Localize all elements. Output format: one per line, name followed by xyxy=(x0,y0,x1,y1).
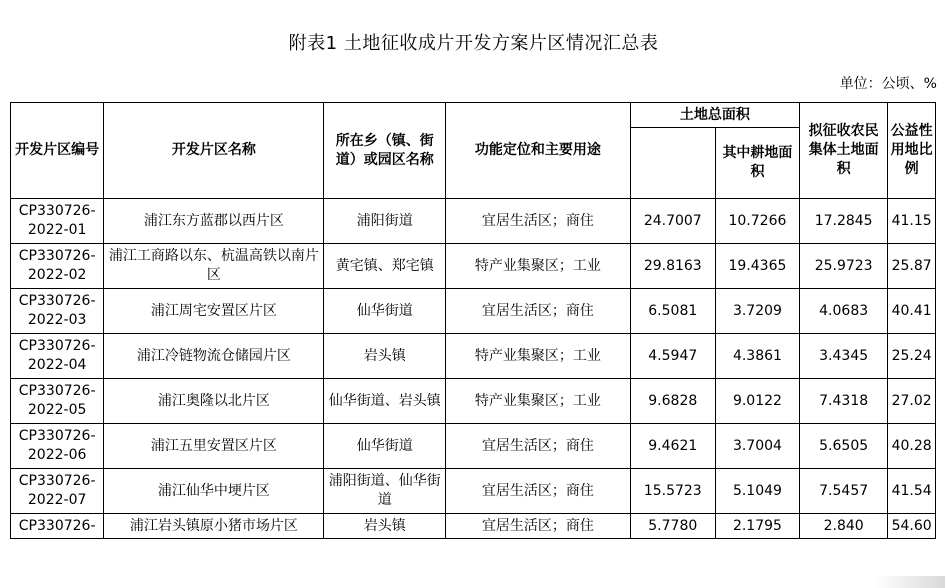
cell-code: CP330726-2022-05 xyxy=(11,379,104,424)
table-row xyxy=(11,514,936,539)
cell-ratio: 40.28 xyxy=(888,424,936,469)
cell-code: CP330726-2022-06 xyxy=(11,424,104,469)
cell-code: CP330726-2022-04 xyxy=(11,334,104,379)
cell-ratio: 25.24 xyxy=(888,334,936,379)
header-code: 开发片区编号 xyxy=(11,103,104,199)
cell-name: 浦江冷链物流仓储园片区 xyxy=(104,334,324,379)
cell-town: 仙华街道 xyxy=(324,289,446,334)
cell-collective: 3.4345 xyxy=(800,334,888,379)
cell-farm: 9.0122 xyxy=(715,379,799,424)
cell-name: 浦江工商路以东、杭温高铁以南片区 xyxy=(104,244,324,289)
table-row xyxy=(11,244,936,289)
cell-code: CP330726-2022-01 xyxy=(11,199,104,244)
cell-total: 9.6828 xyxy=(630,379,715,424)
watermark-overlay xyxy=(875,576,945,588)
cell-name: 浦江东方蓝郡以西片区 xyxy=(104,199,324,244)
header-name: 开发片区名称 xyxy=(104,103,324,199)
summary-table xyxy=(10,102,936,539)
cell-ratio: 40.41 xyxy=(888,289,936,334)
cell-town: 仙华街道、岩头镇 xyxy=(324,379,446,424)
cell-ratio: 27.02 xyxy=(888,379,936,424)
table-row xyxy=(11,379,936,424)
cell-ratio: 41.15 xyxy=(888,199,936,244)
cell-total: 9.4621 xyxy=(630,424,715,469)
cell-town: 岩头镇 xyxy=(324,334,446,379)
cell-name: 浦江五里安置区片区 xyxy=(104,424,324,469)
cell-town: 浦阳街道、仙华街道 xyxy=(324,469,446,514)
cell-name: 浦江周宅安置区片区 xyxy=(104,289,324,334)
cell-total: 5.7780 xyxy=(630,514,715,539)
cell-function: 宜居生活区；商住 xyxy=(446,469,631,514)
cell-farm: 3.7004 xyxy=(715,424,799,469)
cell-total: 24.7007 xyxy=(630,199,715,244)
cell-function: 特产业集聚区；工业 xyxy=(446,334,631,379)
cell-code: CP330726-2022-02 xyxy=(11,244,104,289)
cell-collective: 4.0683 xyxy=(800,289,888,334)
cell-ratio: 41.54 xyxy=(888,469,936,514)
table-row xyxy=(11,469,936,514)
cell-town: 仙华街道 xyxy=(324,424,446,469)
cell-code: CP330726-2022-03 xyxy=(11,289,104,334)
cell-total: 15.5723 xyxy=(630,469,715,514)
header-total-blank xyxy=(630,128,715,199)
cell-collective: 7.5457 xyxy=(800,469,888,514)
cell-collective: 7.4318 xyxy=(800,379,888,424)
cell-name: 浦江岩头镇原小猪市场片区 xyxy=(104,514,324,539)
table-title: 附表1 土地征收成片开发方案片区情况汇总表 xyxy=(288,33,659,54)
cell-function: 宜居生活区；商住 xyxy=(446,199,631,244)
header-town: 所在乡（镇、街道）或园区名称 xyxy=(324,103,446,199)
cell-farm: 2.1795 xyxy=(715,514,799,539)
cell-collective: 25.9723 xyxy=(800,244,888,289)
cell-total: 29.8163 xyxy=(630,244,715,289)
cell-code: CP330726- xyxy=(11,514,104,539)
table-row xyxy=(11,289,936,334)
cell-name: 浦江奥隆以北片区 xyxy=(104,379,324,424)
cell-ratio: 25.87 xyxy=(888,244,936,289)
cell-farm: 4.3861 xyxy=(715,334,799,379)
table-row xyxy=(11,334,936,379)
header-function: 功能定位和主要用途 xyxy=(446,103,631,199)
header-farm: 其中耕地面积 xyxy=(715,128,799,199)
cell-function: 特产业集聚区；工业 xyxy=(446,244,631,289)
table-row xyxy=(11,199,936,244)
table-row xyxy=(11,424,936,469)
cell-farm: 5.1049 xyxy=(715,469,799,514)
cell-function: 宜居生活区；商住 xyxy=(446,424,631,469)
cell-town: 浦阳街道 xyxy=(324,199,446,244)
cell-total: 6.5081 xyxy=(630,289,715,334)
cell-ratio: 54.60 xyxy=(888,514,936,539)
cell-collective: 5.6505 xyxy=(800,424,888,469)
cell-name: 浦江仙华中埂片区 xyxy=(104,469,324,514)
cell-function: 特产业集聚区；工业 xyxy=(446,379,631,424)
cell-total: 4.5947 xyxy=(630,334,715,379)
cell-town: 岩头镇 xyxy=(324,514,446,539)
cell-collective: 2.840 xyxy=(800,514,888,539)
cell-collective: 17.2845 xyxy=(800,199,888,244)
unit-label: 单位：公顷、% xyxy=(839,76,937,92)
header-total-area: 土地总面积 xyxy=(630,103,799,128)
header-collective: 拟征收农民集体土地面积 xyxy=(800,103,888,199)
cell-farm: 3.7209 xyxy=(715,289,799,334)
cell-town: 黄宅镇、郑宅镇 xyxy=(324,244,446,289)
cell-function: 宜居生活区；商住 xyxy=(446,289,631,334)
cell-function: 宜居生活区；商住 xyxy=(446,514,631,539)
header-ratio: 公益性用地比例 xyxy=(888,103,936,199)
cell-farm: 19.4365 xyxy=(715,244,799,289)
cell-farm: 10.7266 xyxy=(715,199,799,244)
cell-code: CP330726-2022-07 xyxy=(11,469,104,514)
